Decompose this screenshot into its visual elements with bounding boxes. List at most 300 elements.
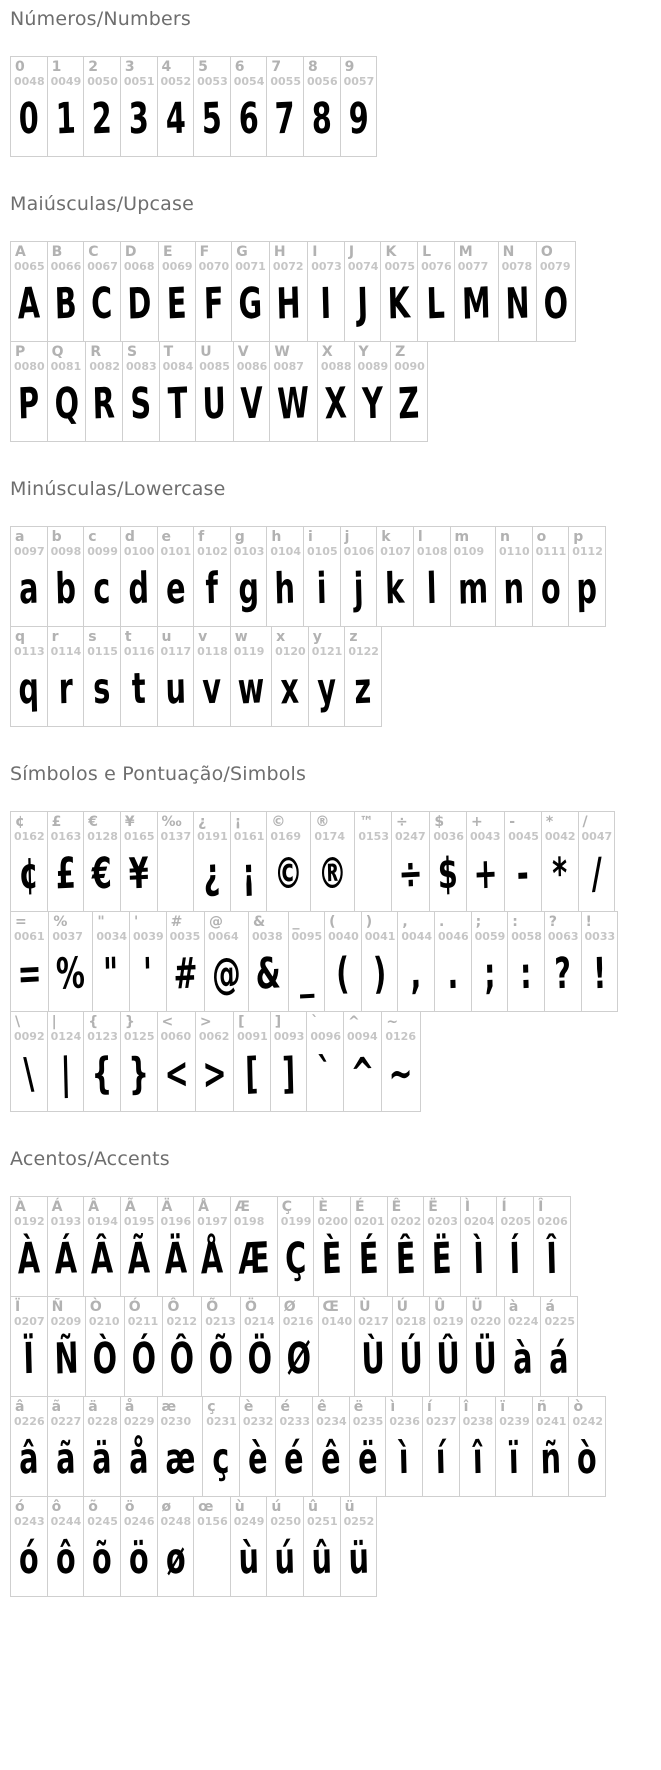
glyph-cell bbox=[568, 527, 605, 626]
glyph-cell bbox=[157, 812, 194, 911]
unicode-code: 0238 bbox=[462, 1415, 494, 1428]
font-glyph: Ñ bbox=[53, 1334, 79, 1385]
glyph-cell bbox=[340, 57, 377, 156]
font-glyph: ô bbox=[54, 1534, 76, 1585]
font-glyph: ä bbox=[91, 1434, 113, 1485]
unicode-code: 0247 bbox=[395, 830, 426, 843]
reference-char: Ù bbox=[359, 1299, 371, 1315]
font-glyph: Ï bbox=[22, 1334, 35, 1385]
unicode-code: 0035 bbox=[169, 930, 201, 943]
font-glyph: . bbox=[446, 949, 459, 1000]
reference-char: $ bbox=[434, 814, 445, 830]
glyph-cell bbox=[266, 527, 303, 626]
reference-char: ! bbox=[585, 914, 592, 930]
reference-char: Í bbox=[501, 1199, 507, 1215]
unicode-code: 0234 bbox=[316, 1415, 347, 1428]
font-glyph: á bbox=[548, 1334, 570, 1385]
font-glyph: F bbox=[202, 279, 224, 330]
unicode-code: 0041 bbox=[364, 930, 396, 943]
font-glyph: w bbox=[237, 664, 265, 715]
reference-char: ö bbox=[124, 1499, 135, 1515]
section-title: Maiúsculas/Upcase bbox=[10, 193, 195, 215]
reference-char: o bbox=[536, 529, 547, 545]
glyph-cell bbox=[385, 1397, 422, 1496]
reference-char: l bbox=[417, 529, 423, 545]
unicode-code: 0058 bbox=[511, 930, 542, 943]
unicode-code: 0085 bbox=[199, 360, 230, 373]
font-glyph: ? bbox=[553, 949, 572, 1000]
reference-char: ™ bbox=[359, 814, 374, 830]
glyph-cell bbox=[544, 912, 581, 1011]
font-glyph: € bbox=[91, 849, 113, 900]
glyph-cell bbox=[578, 812, 615, 911]
glyph-cell bbox=[195, 1012, 233, 1111]
glyph-cell bbox=[417, 242, 454, 341]
reference-char: K bbox=[385, 244, 397, 260]
glyph-cell bbox=[471, 912, 508, 1011]
unicode-code: 0233 bbox=[279, 1415, 311, 1428]
font-glyph: E bbox=[166, 279, 188, 330]
unicode-code: 0163 bbox=[50, 830, 82, 843]
glyph-cell bbox=[429, 812, 466, 911]
unicode-code: 0070 bbox=[198, 260, 230, 273]
glyph-cell bbox=[541, 812, 578, 911]
font-glyph: ë bbox=[357, 1434, 378, 1485]
glyph-cell bbox=[344, 627, 381, 726]
unicode-code: 0076 bbox=[421, 260, 452, 273]
glyph-cell bbox=[266, 57, 303, 156]
font-section bbox=[10, 8, 637, 157]
font-glyph: J bbox=[356, 279, 369, 330]
font-glyph: , bbox=[410, 949, 423, 1000]
reference-char: E bbox=[162, 244, 173, 260]
reference-char: G bbox=[236, 244, 248, 260]
unicode-code: 0104 bbox=[270, 545, 301, 558]
glyph-cell bbox=[507, 912, 544, 1011]
unicode-code: 0196 bbox=[160, 1215, 192, 1228]
reference-char: e bbox=[161, 529, 171, 545]
unicode-code: 0034 bbox=[96, 930, 128, 943]
font-glyph: ¿ bbox=[202, 849, 221, 900]
font-glyph: @ bbox=[211, 949, 242, 1000]
font-glyph: q bbox=[17, 664, 40, 715]
font-glyph: 2 bbox=[91, 94, 113, 145]
glyph-cell bbox=[83, 627, 120, 726]
glyph-cell bbox=[124, 1297, 163, 1396]
font-glyph: _ bbox=[298, 949, 315, 1000]
font-glyph: ) bbox=[372, 949, 387, 1000]
unicode-code: 0225 bbox=[544, 1315, 576, 1328]
font-glyph: Ô bbox=[169, 1334, 196, 1385]
unicode-code: 0198 bbox=[233, 1215, 265, 1228]
font-glyph: È bbox=[321, 1234, 343, 1285]
glyph-cell bbox=[460, 1197, 497, 1296]
font-glyph: â bbox=[18, 1434, 40, 1485]
glyph-cell bbox=[343, 1012, 381, 1111]
glyph-cell bbox=[83, 1012, 120, 1111]
reference-char: Ï bbox=[15, 1299, 21, 1315]
reference-char: h bbox=[271, 529, 282, 545]
unicode-code: 0097 bbox=[14, 545, 45, 558]
reference-char: f bbox=[198, 529, 205, 545]
glyph-cell bbox=[11, 57, 47, 156]
reference-char: V bbox=[237, 344, 249, 360]
glyph-cell bbox=[308, 627, 345, 726]
unicode-code: 0241 bbox=[535, 1415, 567, 1428]
glyph-cell bbox=[495, 1397, 532, 1496]
unicode-code: 0231 bbox=[206, 1415, 237, 1428]
font-glyph: R bbox=[92, 379, 116, 430]
reference-char: " bbox=[97, 914, 105, 930]
font-glyph: Ú bbox=[398, 1334, 423, 1385]
font-glyph: ì bbox=[398, 1434, 410, 1485]
reference-char: X bbox=[321, 344, 333, 360]
font-glyph: I bbox=[320, 279, 332, 330]
font-glyph: Æ bbox=[237, 1234, 270, 1285]
reference-char: ( bbox=[329, 914, 336, 930]
unicode-code: 0105 bbox=[307, 545, 338, 558]
unicode-code: 0065 bbox=[14, 260, 45, 273]
font-glyph: 7 bbox=[274, 94, 296, 145]
font-glyph: - bbox=[516, 849, 530, 900]
unicode-code: 0074 bbox=[347, 260, 379, 273]
reference-char: ) bbox=[365, 914, 373, 930]
font-glyph: D bbox=[126, 279, 152, 330]
unicode-code: 0053 bbox=[197, 75, 228, 88]
unicode-code: 0099 bbox=[87, 545, 118, 558]
unicode-code: 0224 bbox=[507, 1315, 539, 1328]
unicode-code: 0115 bbox=[87, 645, 118, 658]
reference-char: œ bbox=[198, 1499, 214, 1515]
glyph-cell bbox=[83, 242, 120, 341]
glyph-cell bbox=[193, 527, 230, 626]
glyph-cell bbox=[11, 1497, 47, 1596]
unicode-code: 0211 bbox=[127, 1315, 159, 1328]
reference-char: Õ bbox=[206, 1299, 219, 1315]
reference-char: H bbox=[273, 244, 286, 260]
reference-char: î bbox=[463, 1399, 469, 1415]
reference-char: % bbox=[53, 914, 68, 930]
reference-char: Ö bbox=[244, 1299, 257, 1315]
glyph-row bbox=[10, 1296, 578, 1397]
glyph-cell bbox=[340, 1497, 377, 1596]
font-glyph: y bbox=[316, 664, 337, 715]
font-glyph: 5 bbox=[201, 94, 223, 145]
unicode-code: 0191 bbox=[197, 830, 228, 843]
reference-char: [ bbox=[238, 1014, 245, 1030]
reference-char: P bbox=[15, 344, 26, 360]
unicode-code: 0102 bbox=[197, 545, 228, 558]
reference-char: M bbox=[458, 244, 473, 260]
reference-char: Å bbox=[198, 1199, 209, 1215]
reference-char: ù bbox=[234, 1499, 245, 1515]
unicode-code: 0114 bbox=[50, 645, 82, 658]
glyph-cell bbox=[47, 342, 86, 441]
glyph-cell bbox=[349, 1397, 386, 1496]
unicode-code: 0245 bbox=[87, 1515, 118, 1528]
font-glyph: x bbox=[280, 664, 300, 715]
unicode-code: 0200 bbox=[317, 1215, 348, 1228]
glyph-cell bbox=[11, 627, 47, 726]
glyph-cell bbox=[230, 812, 267, 911]
glyph-cell bbox=[83, 1197, 120, 1296]
reference-char: < bbox=[161, 1014, 174, 1030]
glyph-cell bbox=[532, 527, 569, 626]
glyph-cell bbox=[120, 1197, 157, 1296]
glyph-cell bbox=[120, 812, 157, 911]
reference-char: ø bbox=[161, 1499, 172, 1515]
reference-char: 7 bbox=[271, 59, 282, 75]
unicode-code: 0079 bbox=[539, 260, 571, 273]
font-glyph: ] bbox=[281, 1049, 296, 1100]
glyph-cell bbox=[129, 912, 166, 1011]
reference-char: £ bbox=[51, 814, 62, 830]
unicode-code: 0251 bbox=[307, 1515, 338, 1528]
unicode-code: 0045 bbox=[508, 830, 539, 843]
reference-char: Ë bbox=[428, 1199, 438, 1215]
reference-char: å bbox=[124, 1399, 135, 1415]
unicode-code: 0228 bbox=[87, 1415, 118, 1428]
glyph-row bbox=[10, 56, 377, 157]
reference-char: n bbox=[499, 529, 510, 545]
glyph-cell bbox=[11, 342, 47, 441]
reference-char: Z bbox=[395, 344, 406, 360]
reference-char: û bbox=[308, 1499, 318, 1515]
glyph-cell bbox=[504, 1297, 541, 1396]
unicode-code: 0103 bbox=[233, 545, 265, 558]
unicode-code: 0078 bbox=[501, 260, 533, 273]
font-section bbox=[10, 478, 637, 727]
font-glyph: Â bbox=[90, 1234, 114, 1285]
glyph-row bbox=[10, 811, 615, 912]
reference-char: j bbox=[344, 529, 350, 545]
unicode-code: 0066 bbox=[50, 260, 82, 273]
unicode-code: 0195 bbox=[123, 1215, 155, 1228]
glyph-cell bbox=[83, 1497, 120, 1596]
font-glyph: a bbox=[18, 564, 40, 615]
glyph-cell bbox=[47, 57, 84, 156]
font-glyph: 8 bbox=[311, 94, 333, 145]
unicode-code: 0094 bbox=[347, 1030, 378, 1043]
reference-char: 4 bbox=[161, 59, 172, 75]
reference-char: æ bbox=[161, 1399, 177, 1415]
reference-char: Ê bbox=[391, 1199, 402, 1215]
glyph-cell bbox=[270, 1012, 307, 1111]
font-glyph: N bbox=[504, 279, 530, 330]
glyph-cell bbox=[47, 242, 84, 341]
glyph-cell bbox=[47, 1497, 84, 1596]
reference-char: O bbox=[540, 244, 553, 260]
unicode-code: 0206 bbox=[537, 1215, 568, 1228]
unicode-code: 0036 bbox=[433, 830, 464, 843]
reference-char: J bbox=[348, 244, 355, 260]
reference-char: ü bbox=[344, 1499, 355, 1515]
glyph-cell bbox=[536, 242, 575, 341]
font-glyph: Ø bbox=[285, 1334, 312, 1385]
reference-char: ï bbox=[500, 1399, 505, 1415]
unicode-code: 0072 bbox=[272, 260, 304, 273]
font-glyph: H bbox=[275, 279, 302, 330]
glyph-cell bbox=[195, 342, 232, 441]
unicode-code: 0037 bbox=[52, 930, 83, 943]
unicode-code: 0123 bbox=[87, 1030, 118, 1043]
reference-char: ~ bbox=[386, 1014, 399, 1030]
font-glyph: + bbox=[472, 849, 499, 900]
unicode-code: 0122 bbox=[348, 645, 379, 658]
font-glyph: Ò bbox=[91, 1334, 118, 1385]
glyph-cell bbox=[307, 242, 344, 341]
reference-char: U bbox=[200, 344, 212, 360]
reference-char: B bbox=[51, 244, 63, 260]
glyph-cell bbox=[450, 527, 495, 626]
font-glyph: 9 bbox=[347, 94, 369, 145]
reference-char: d bbox=[124, 529, 135, 545]
unicode-code: 0169 bbox=[270, 830, 301, 843]
unicode-code: 0061 bbox=[14, 930, 45, 943]
reference-char: R bbox=[90, 344, 102, 360]
reference-char: Ã bbox=[124, 1199, 136, 1215]
reference-char: © bbox=[271, 814, 286, 830]
glyph-cell bbox=[376, 527, 413, 626]
reference-char: Ú bbox=[396, 1299, 408, 1315]
unicode-code: 0219 bbox=[432, 1315, 464, 1328]
glyph-cell bbox=[391, 812, 429, 911]
font-glyph: g bbox=[237, 564, 260, 615]
reference-char: õ bbox=[88, 1499, 98, 1515]
font-glyph: b bbox=[54, 564, 77, 615]
font-glyph: ; bbox=[483, 949, 496, 1000]
glyph-cell bbox=[434, 912, 471, 1011]
reference-char: ¥ bbox=[124, 814, 135, 830]
glyph-cell bbox=[303, 527, 340, 626]
reference-char: ì bbox=[390, 1399, 396, 1415]
glyph-cell bbox=[47, 1397, 84, 1496]
reference-char: Ç bbox=[281, 1199, 293, 1215]
font-glyph: B bbox=[53, 279, 77, 330]
font-glyph: e bbox=[164, 564, 186, 615]
glyph-row bbox=[10, 341, 428, 442]
reference-char: ä bbox=[88, 1399, 98, 1415]
glyph-cell bbox=[120, 57, 157, 156]
font-glyph: = bbox=[17, 949, 43, 1000]
font-glyph: h bbox=[274, 564, 296, 615]
reference-char: Ü bbox=[471, 1299, 483, 1315]
font-glyph: O bbox=[542, 279, 569, 330]
unicode-code: 0111 bbox=[535, 545, 567, 558]
font-glyph: Ç bbox=[284, 1234, 307, 1285]
font-glyph: 6 bbox=[237, 94, 260, 145]
reference-char: À bbox=[15, 1199, 26, 1215]
reference-char: Æ bbox=[234, 1199, 250, 1215]
font-glyph: [ bbox=[244, 1049, 260, 1100]
glyph-cell bbox=[193, 812, 230, 911]
unicode-code: 0083 bbox=[126, 360, 157, 373]
font-glyph: k bbox=[384, 564, 406, 615]
font-glyph: © bbox=[273, 849, 304, 900]
unicode-code: 0244 bbox=[50, 1515, 82, 1528]
font-glyph: ÷ bbox=[398, 849, 424, 900]
unicode-code: 0055 bbox=[270, 75, 301, 88]
glyph-cell bbox=[504, 812, 541, 911]
unicode-code: 0237 bbox=[425, 1415, 457, 1428]
reference-char: ñ bbox=[536, 1399, 547, 1415]
font-glyph: ^ bbox=[350, 1049, 376, 1100]
glyph-cell bbox=[496, 1197, 533, 1296]
unicode-code: 0250 bbox=[270, 1515, 301, 1528]
unicode-code: 0232 bbox=[242, 1415, 274, 1428]
font-glyph: Q bbox=[53, 379, 80, 430]
font-glyph: l bbox=[426, 564, 438, 615]
unicode-code: 0203 bbox=[427, 1215, 458, 1228]
font-glyph: ~ bbox=[388, 1049, 414, 1100]
glyph-cell bbox=[11, 1297, 47, 1396]
reference-char: A bbox=[15, 244, 26, 260]
glyph-cell bbox=[318, 1297, 355, 1396]
glyph-cell bbox=[306, 1012, 343, 1111]
unicode-code: 0113 bbox=[14, 645, 45, 658]
font-glyph: M bbox=[461, 279, 491, 330]
unicode-code: 0210 bbox=[88, 1315, 120, 1328]
unicode-code: 0121 bbox=[311, 645, 343, 658]
font-glyph: ¡ bbox=[241, 849, 256, 900]
glyph-cell bbox=[120, 627, 157, 726]
glyph-cell bbox=[47, 812, 84, 911]
font-glyph: û bbox=[310, 1534, 333, 1585]
font-glyph: ï bbox=[508, 1434, 520, 1485]
reference-char: v bbox=[198, 629, 208, 645]
glyph-cell bbox=[83, 1397, 120, 1496]
font-glyph: j bbox=[352, 564, 364, 615]
font-glyph bbox=[196, 1520, 227, 1604]
unicode-code: 0213 bbox=[205, 1315, 236, 1328]
font-glyph: 4 bbox=[164, 94, 186, 145]
font-glyph: \ bbox=[22, 1049, 35, 1100]
unicode-code: 0042 bbox=[544, 830, 576, 843]
glyph-cell bbox=[354, 812, 391, 911]
reference-char: 8 bbox=[308, 59, 318, 75]
glyph-cell bbox=[413, 527, 450, 626]
unicode-code: 0239 bbox=[499, 1415, 530, 1428]
glyph-cell bbox=[83, 527, 120, 626]
reference-char: è bbox=[243, 1399, 254, 1415]
glyph-cell bbox=[540, 1297, 577, 1396]
font-glyph: à bbox=[512, 1334, 533, 1385]
glyph-cell bbox=[269, 242, 307, 341]
glyph-row bbox=[10, 1396, 606, 1497]
reference-char: É bbox=[354, 1199, 365, 1215]
reference-char: 1 bbox=[51, 59, 62, 75]
reference-char: Ò bbox=[89, 1299, 102, 1315]
glyph-cell bbox=[387, 1197, 424, 1296]
reference-char: Q bbox=[51, 344, 64, 360]
font-glyph: X bbox=[324, 379, 348, 430]
unicode-code: 0043 bbox=[469, 830, 501, 843]
font-glyph: Ì bbox=[472, 1234, 485, 1285]
glyph-cell bbox=[193, 1497, 230, 1596]
unicode-code: 0209 bbox=[50, 1315, 82, 1328]
unicode-code: 0229 bbox=[123, 1415, 155, 1428]
glyph-cell bbox=[120, 1397, 157, 1496]
reference-char: á bbox=[545, 1299, 555, 1315]
unicode-code: 0226 bbox=[14, 1415, 45, 1428]
font-glyph: Ê bbox=[394, 1234, 416, 1285]
glyph-cell bbox=[429, 1297, 466, 1396]
glyph-cell bbox=[266, 1497, 303, 1596]
unicode-code: 0040 bbox=[328, 930, 359, 943]
unicode-code: 0044 bbox=[401, 930, 433, 943]
unicode-code: 0202 bbox=[390, 1215, 422, 1228]
font-glyph: ò bbox=[576, 1434, 598, 1485]
